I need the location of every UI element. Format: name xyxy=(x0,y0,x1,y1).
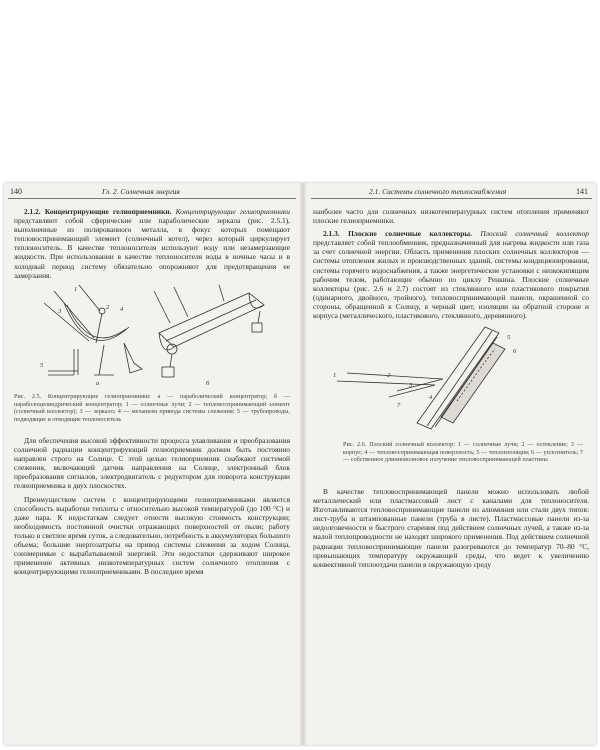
figure-label: 2 xyxy=(387,372,391,379)
right-page xyxy=(307,183,596,745)
section-block xyxy=(14,207,290,280)
section-block xyxy=(313,207,589,320)
figure-label: 4 xyxy=(120,306,124,313)
page-number: 140 xyxy=(10,187,22,196)
left-page-header xyxy=(4,187,300,199)
figure-label: 5 xyxy=(507,334,511,341)
section-title: Концентрирующие гелиоприемники. xyxy=(44,207,172,216)
running-header: Гл. 2. Солнечная энергия xyxy=(102,187,180,196)
figure-label: 2 xyxy=(106,304,110,311)
body-text xyxy=(14,436,290,576)
left-page xyxy=(4,183,300,745)
figure-flat-collector xyxy=(317,323,587,431)
header-rule xyxy=(311,198,592,199)
figure-label: 3 xyxy=(58,308,62,315)
paragraph: В качестве тепловоспринимающей панели можно использовать любой металлический или пластмассовый лист с каналами для теплоносителя. Изготавливаются тепловоспринимающие панели из алюминия или стали двух типов: лист-труба и штампованные панели (труба в листе). Пластмассовые панели из-за недолговечности и быстрого старения под действием солнечных лучей, а также из-за малой теплопроводности не находят широкого применения. Под действием солнечной радиации тепловоспринимающие панели разогреваются до температур 70–80 °С, превышающих температуру окружающей среды, что ведет к увеличению конвективной теплоотдачи панели в окружающую среду xyxy=(313,487,589,569)
figure-caption xyxy=(14,393,290,423)
section-number: 2.1.3. xyxy=(323,229,340,239)
header-rule xyxy=(8,198,296,199)
paragraph: Преимуществом систем с концентрирующими гелиоприемниками является способность выработки теплоты с относительно высокой температурой (до 100 °С) и даже пара. К недостаткам следует отнести высокую стоимость конструкции; необходимость постоянной очистки отражающих поверхностей от пыли; работу только в светлое время суток, а следовательно, потребность в аккумуляторах большого объема; большие энергозатраты на привод системы слежения за ходом Солнца, соизмеримые с вырабатываемой энергией. Эти недостатки сдерживают широкое применение активных низкотемпературных систем солнечного отопления с концентрирующими гелиоприемниками. В последнее время xyxy=(14,494,290,577)
figure-label: 4 xyxy=(429,394,433,401)
figure-label: 5 xyxy=(40,362,44,369)
paragraph: Для обеспечения высокой эффективности процесса улавливания и преобразования солнечной радиации концентрирующий гелиоприемник должен быть постоянно направлен строго на Солнце. С этой целью гелиоприемник снабжают системой слежения, включающей датчик направления на Солнце, электронный блок преобразования сигналов, электродвигатель с редуктором для поворота конструкции гелиоприемника в двух плоскостях. xyxy=(14,436,290,491)
figure-label: 1 xyxy=(333,372,337,379)
page-number: 141 xyxy=(576,187,588,196)
figure-label: 1 xyxy=(74,286,78,293)
figure-label: 7 xyxy=(397,402,401,409)
body-text xyxy=(313,487,589,569)
figure-caption xyxy=(343,441,583,464)
intro-term: Плоский солнечный коллектор xyxy=(480,229,589,239)
intro-term: Концентрирующие гелиоприемники xyxy=(175,207,290,216)
book-spread xyxy=(4,183,596,745)
section-title: Плоские солнечные коллекторы. xyxy=(348,229,472,239)
caption-text: Плоский солнечный коллектор: 1 — солнечные лучи; 2 — остекление; 3 — корпус; 4 — тепловоспринимающая поверхность; 5 — теплоизоляция; 6 — уплотнитель; 7 — собственное длинноволновое излучение тепловоспринимающей пластины xyxy=(343,441,584,464)
right-page-header xyxy=(307,187,596,199)
figure-label: а xyxy=(96,380,100,386)
figure-label: 6 xyxy=(513,348,517,355)
figure-label: б xyxy=(206,380,210,386)
section-number: 2.1.2. xyxy=(24,207,41,216)
continuation-text: наиболее часто для солнечных низкотемпературных систем отопления применяют плоские гелиоприемники. xyxy=(313,207,589,226)
book-gutter xyxy=(299,183,307,745)
caption-text: Концентрирующие гелиоприемники: а — параболический концентратор; б — параболоцилиндрический концентратор; 1 — солнечные лучи; 2 — тепловоспринимающий элемент (солнечный коллектор); 3 — зеркало; 4 — механизм привода системы слежения; 5 — трубопроводы, подводящие и отводящие теплоноситель xyxy=(14,393,290,423)
caption-title: Рис. 2.6. xyxy=(343,441,367,448)
caption-title: Рис. 2.5. xyxy=(14,393,42,400)
figure-label: 3 xyxy=(409,382,413,389)
running-header: 2.1. Системы солнечного теплоснабжения xyxy=(369,187,507,196)
intro-text: представляют собой сферические или параболические зеркала (рис. 2.5.1), выполненные из полированного металла, в фокус которых помещают тепловоспринимающий элемент (солнечный котел), через который циркулирует теплоноситель. В качестве теплоносителя используют воду или незамерзающие жидкости. При использовании в качестве теплоносителя воды в ночные часы и в холодный период систему обязательно опорожняют для предотвращения ее замерзания. xyxy=(14,216,290,280)
figure-concentrators xyxy=(34,283,274,386)
intro-text: представляет собой теплообменник, предназначенный для нагрева жидкости или газа за счет солнечной энергии. Область применения плоских солнечных коллекторов — системы отопления жилых и производственных зданий, системы кондиционирования, системы горячего водоснабжения, а также энергетические установки с низкокипящим рабочим телом, работающие обычно по циклу Ренкина. Плоские солнечные коллекторы (рис. 2.6 и 2.7) состоят из стеклянного или пластикового покрытия (одинарного, двойного, тройного), тепловоспринимающей панели, окрашенной со стороны, обращенной к Солнцу, в черный цвет, изоляции на обратной стороне и корпуса (металлического, пластикового, стеклянного, деревянного). xyxy=(313,238,589,321)
